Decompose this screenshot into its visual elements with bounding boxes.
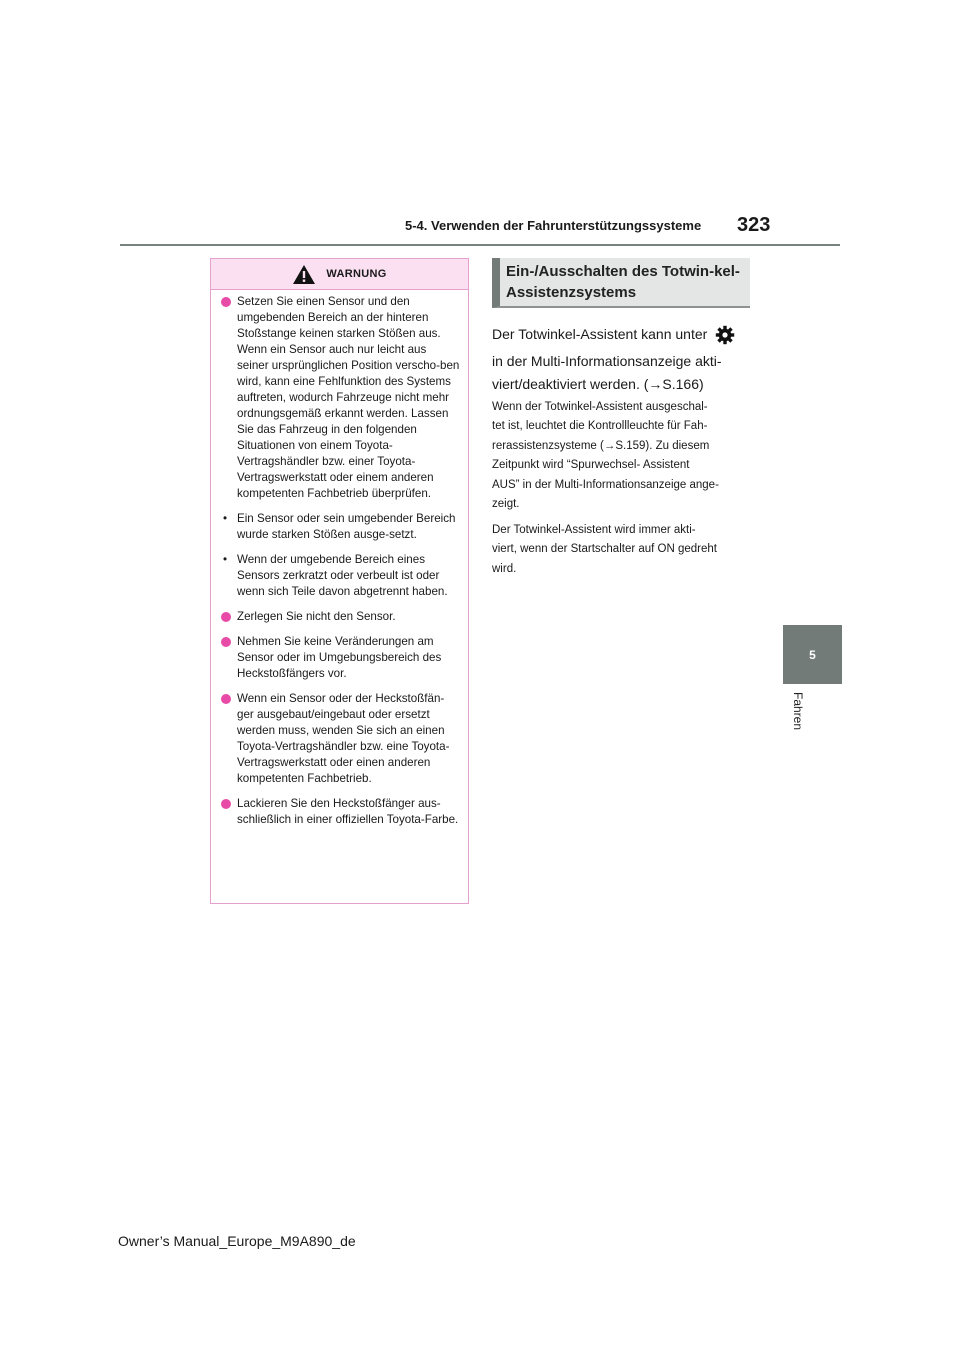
warning-item xyxy=(219,609,460,625)
bullet-icon xyxy=(221,694,231,704)
warning-item-text: Lackieren Sie den Heckstoßfänger aus-schließlich in einer offiziellen Toyota-Farbe. xyxy=(237,797,459,826)
para2-line: tet ist, leuchtet die Kontrollleuchte für Fah- xyxy=(492,420,708,432)
sub-bullet-icon: • xyxy=(223,553,228,566)
para2-line: Wenn der Totwinkel-Assistent ausgeschal- xyxy=(492,401,708,413)
para1-line1 xyxy=(492,324,754,345)
warning-header xyxy=(211,259,468,290)
sub-bullet-icon: • xyxy=(223,512,228,525)
warning-item xyxy=(219,796,460,828)
para2-line: Zeitpunkt wird “Spurwechsel- Assistent xyxy=(492,459,690,471)
header-rule xyxy=(120,244,840,246)
header-section-title: 5-4. Verwenden der Fahrunterstützungssysteme xyxy=(405,218,702,233)
para3-line: wird. xyxy=(492,563,517,575)
para1-line1-text: Der Totwinkel-Assistent kann unter xyxy=(492,326,708,342)
chapter-number: 5 xyxy=(809,647,816,662)
bullet-icon xyxy=(221,637,231,647)
para1-line3: viert/deaktiviert werden. (→S.166) xyxy=(492,376,704,392)
warning-item xyxy=(219,294,460,502)
page-number: 323 xyxy=(737,214,771,236)
warning-item-text: Zerlegen Sie nicht den Sensor. xyxy=(237,610,396,623)
warning-item-text: Wenn ein Sensor oder der Heckstoßfän-ger ausgebaut/eingebaut oder ersetzt werden muss, wenden Sie sich an einen Toyota-Vertragshändler bzw. eine Toyota-Vertragswerkstatt oder einen anderen kompetenten Fachbetrieb. xyxy=(237,692,450,785)
para2-line: AUS” in der Multi-Informationsanzeige ange- xyxy=(492,479,719,491)
warning-item-text: Nehmen Sie keine Veränderungen am Sensor oder im Umgebungsbereich des Heckstoßfängers vor. xyxy=(237,635,442,680)
chapter-tab xyxy=(783,625,842,684)
gear-icon xyxy=(715,325,735,345)
bullet-icon xyxy=(221,799,231,809)
para3-line: Der Totwinkel-Assistent wird immer akti- xyxy=(492,524,696,536)
para2-line: zeigt. xyxy=(492,498,520,510)
warning-subitem xyxy=(219,552,460,600)
warning-box xyxy=(210,258,469,904)
warning-item xyxy=(219,634,460,682)
para3-line: viert, wenn der Startschalter auf ON gedreht xyxy=(492,543,717,555)
warning-subitem xyxy=(219,511,460,543)
warning-item-text: Wenn der umgebende Bereich eines Sensors zerkratzt oder verbeult ist oder wenn sich Teile davon abgetrennt haben. xyxy=(237,553,448,598)
warning-title: WARNUNG xyxy=(326,268,387,280)
para2-line: rerassistenzsysteme (→S.159). Zu diesem xyxy=(492,440,710,452)
bullet-icon xyxy=(221,612,231,622)
para1-line2: in der Multi-Informationsanzeige akti- xyxy=(492,353,722,369)
warning-triangle-icon xyxy=(292,264,316,285)
warning-item-text: Ein Sensor oder sein umgebender Bereich wurde starken Stößen ausge-setzt. xyxy=(237,512,456,541)
warning-item-text: Setzen Sie einen Sensor und den umgebenden Bereich an der hinteren Stoßstange keinen starken Stößen aus. Wenn ein Sensor auch nur leicht aus seiner ursprünglichen Position verscho-ben wird, kann eine Fehlfunktion des Systems auftreten, wodurch Fahrzeuge nicht mehr ordnungsgemäß erkannt werden. Lassen Sie das Fahrzeug in den folgenden Situationen von einem Toyota-Vertragshändler bzw. einer Toyota-Vertragswerkstatt oder einem anderen kompetenten Fachbetrieb überprüfen. xyxy=(237,295,460,500)
footer-text: Owner’s Manual_Europe_M9A890_de xyxy=(118,1233,356,1249)
bullet-icon xyxy=(221,297,231,307)
warning-list xyxy=(211,294,468,828)
section-heading: Ein-/Ausschalten des Totwin-kel-Assistenzsystems xyxy=(492,258,750,308)
chapter-label: Fahren xyxy=(791,692,805,731)
warning-item xyxy=(219,691,460,787)
